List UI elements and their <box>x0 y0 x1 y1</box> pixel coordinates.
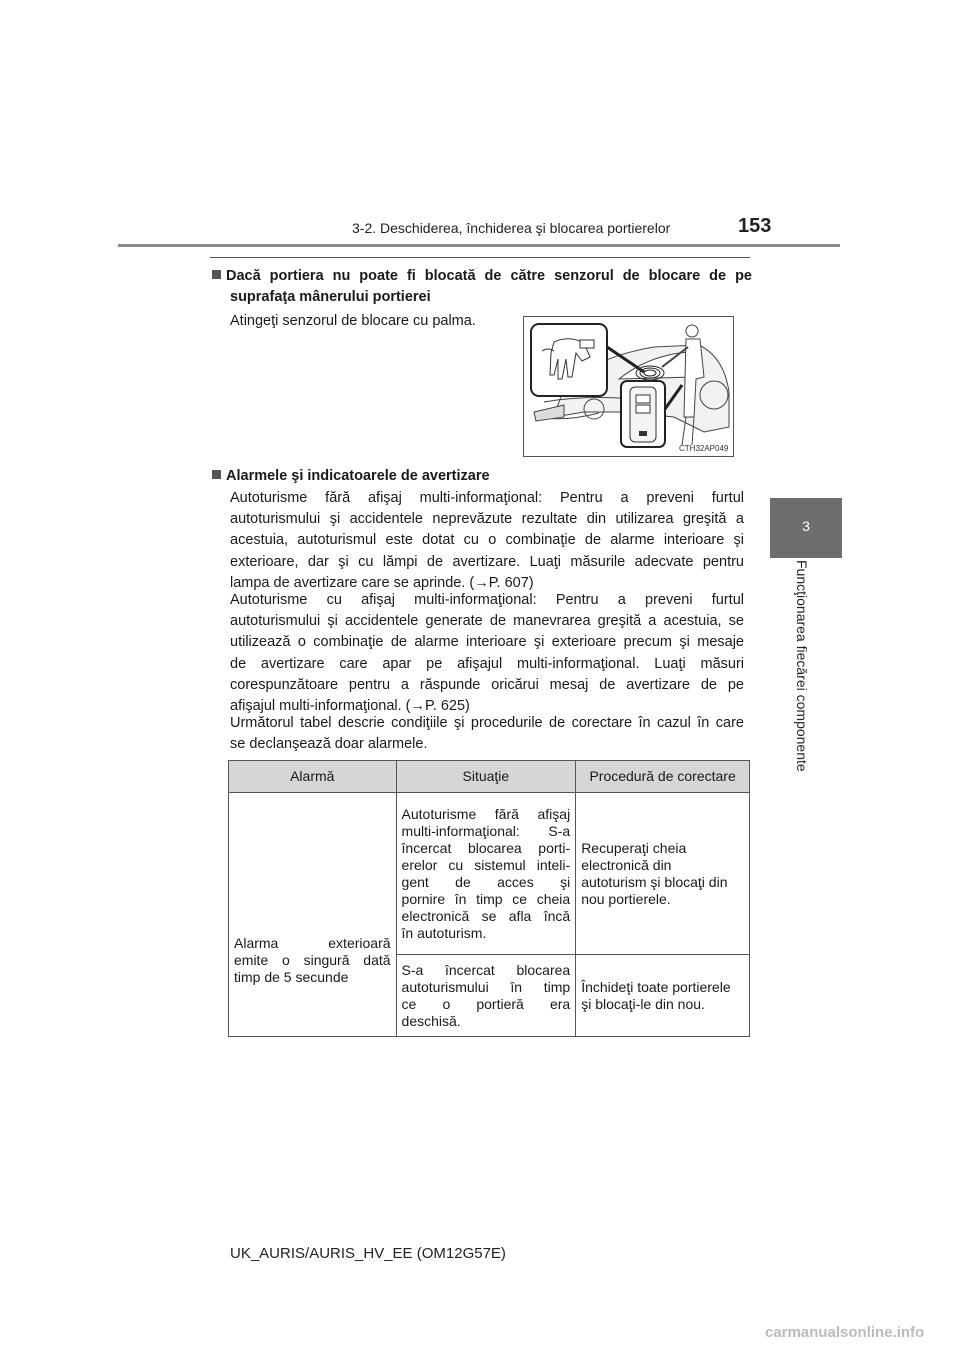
cell-line: timp de 5 secunde <box>234 969 349 985</box>
cell-line: S-a încercat blocarea <box>401 961 571 978</box>
cell-line: autoturismului în timp <box>401 978 571 995</box>
text-line: acestuia, autoturismul este dotat cu o combinaţie de alarme interioare şi <box>230 532 744 549</box>
square-bullet-icon <box>212 270 221 279</box>
lock-sensor-illustration <box>523 316 734 457</box>
cell-line: deschisă. <box>401 1012 461 1029</box>
alarm-cell <box>229 793 397 1037</box>
cell-line: autoturism şi blocaţi din <box>581 873 728 890</box>
cell-line: Închideţi toate portierele <box>581 978 731 995</box>
cell-line: în autoturism. <box>401 924 487 941</box>
cell-line: încercat blocarea porti- <box>401 839 571 856</box>
section-rule <box>210 257 750 258</box>
text-line: exterioare, dar şi cu lămpi de avertizare. Luaţi măsurile adecvate pentru <box>230 553 744 570</box>
paragraph-table-intro <box>230 713 744 755</box>
text-line: lampa de avertizare care se aprinde. (→P. 607) <box>230 574 534 591</box>
paragraph-with-display <box>230 590 744 717</box>
chapter-title: Funcţionarea fiecărei componente <box>794 560 810 772</box>
paragraph-no-display <box>230 488 744 594</box>
header-rule <box>118 244 840 247</box>
text-line: de avertizare care apar pe afişajul multi-informaţional. Luaţi măsuri <box>230 655 744 672</box>
text-line: autoturismului şi accidentele generate de manevrarea greşită a acestuia, se <box>230 613 744 630</box>
text-line: utilizează o combinaţie de alarme interioare şi exterioare precum şi mesaje <box>230 634 744 651</box>
procedure-cell <box>576 955 750 1037</box>
cell-line: multi-informaţional: S-a <box>401 822 571 839</box>
alarms-heading-text: Alarmele şi indicatoarele de avertizare <box>226 468 490 484</box>
cell-line: emite o singură dată <box>234 952 391 968</box>
cell-line: pornire în timp ce cheia <box>401 890 571 907</box>
text-line: corespunzătoare pentru a răspunde oricărui mesaj de avertizare de pe <box>230 676 744 693</box>
section-heading-lock-sensor <box>212 266 752 308</box>
footer-model-code: UK_AURIS/AURIS_HV_EE (OM12G57E) <box>230 1245 506 1262</box>
cell-line: nou portierele. <box>581 890 671 907</box>
table-row <box>229 793 750 955</box>
table-header-row <box>229 761 750 793</box>
situation-cell <box>396 793 576 955</box>
cell-line: gent de acces şi <box>401 873 571 890</box>
text-line: Autoturisme cu afişaj multi-informaţional: Pentru a preveni furtul <box>230 592 744 608</box>
column-header-alarm: Alarmă <box>229 761 397 793</box>
lock-sensor-instruction: Atingeţi senzorul de blocare cu palma. <box>230 313 476 329</box>
text-line: Următorul tabel descrie condiţiile şi procedurile de corectare în cazul în care <box>230 715 744 731</box>
figure-code: CTH32AP049 <box>679 444 729 453</box>
column-header-situation: Situaţie <box>396 761 576 793</box>
procedure-cell <box>576 793 750 955</box>
header-title: 3-2. Deschiderea, închiderea şi blocarea portierelor <box>352 220 671 236</box>
cell-line: Alarma exterioară <box>234 935 391 951</box>
cell-line: Recuperaţi cheia <box>581 839 687 856</box>
heading-line-2: suprafaţa mânerului portierei <box>230 289 431 305</box>
cell-line: electronică se afla încă <box>401 907 571 924</box>
square-bullet-icon <box>212 470 221 479</box>
watermark: carmanualsonline.info <box>765 1324 925 1341</box>
cell-line: Autoturisme fără afişaj <box>401 805 571 822</box>
column-header-procedure: Procedură de corectare <box>576 761 750 793</box>
alarm-table <box>228 760 750 1037</box>
heading-line-1: Dacă portiera nu poate fi blocată de către senzorul de blocare de pe <box>226 268 752 284</box>
text-line: autoturismului şi accidentele neprevăzute rezultate din utilizarea greşită a <box>230 511 744 528</box>
section-heading-alarms <box>212 466 490 487</box>
car-door-sensor-drawing <box>524 317 733 456</box>
chapter-number: 3 <box>802 518 810 534</box>
text-line: afişajul multi-informaţional. (→P. 625) <box>230 698 470 715</box>
cell-line: ce o portieră era <box>401 995 571 1012</box>
text-line: Autoturisme fără afişaj multi-informaţional: Pentru a preveni furtul <box>230 490 744 506</box>
cell-line: şi blocaţi-le din nou. <box>581 995 705 1012</box>
cell-line: erelor cu sistemul inteli- <box>401 856 571 873</box>
cell-line: electronică din <box>581 856 672 873</box>
situation-cell <box>396 955 576 1037</box>
page-number: 153 <box>738 215 772 237</box>
text-line: se declanşează doar alarmele. <box>230 736 428 753</box>
